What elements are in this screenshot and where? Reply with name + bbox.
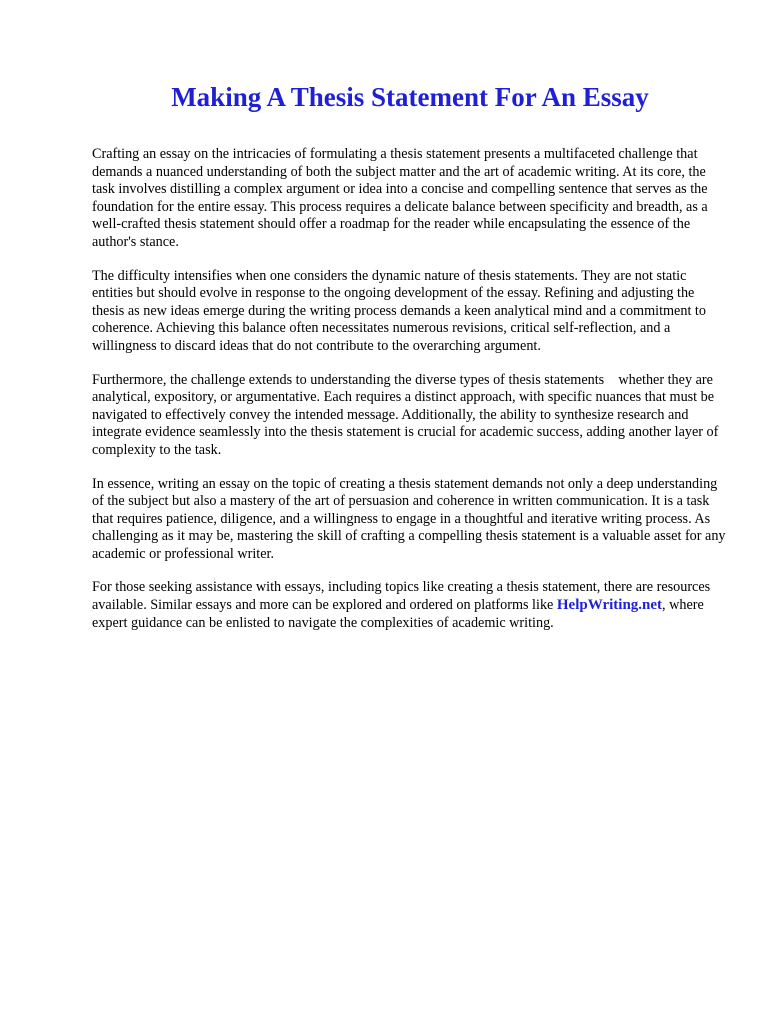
paragraph-1: Crafting an essay on the intricacies of formulating a thesis statement presents a multifaceted challenge that demands a nuanced understanding of both the subject matter and the art of academic writing. At its core, the task involves distilling a complex argument or idea into a concise and compelling sentence that serves as the foundation for the entire essay. This process requires a delicate balance between specificity and breadth, as a well-crafted thesis statement should offer a roadmap for the reader while encapsulating the essence of the author's stance. [92, 146, 708, 250]
paragraph-5 [92, 579, 730, 632]
paragraph-3: Furthermore, the challenge extends to understanding the diverse types of thesis statements whether they are analytical, expository, or argumentative. Each requires a distinct approach, with specific nuances that must be navigated to effectively convey the intended message. Additionally, the ability to synthesize research and integrate evidence seamlessly into the thesis statement is crucial for academic success, adding another layer of complexity to the task. [92, 371, 719, 458]
paragraph-2: The difficulty intensifies when one considers the dynamic nature of thesis statements. They are not static entities but should evolve in response to the ongoing development of the essay. Refining and adjusting the thesis as new ideas emerge during the writing process demands a keen analytical mind and a commitment to coherence. Achieving this balance often necessitates numerous revisions, critical self-reflection, and a willingness to discard ideas that do not contribute to the overarching argument. [92, 267, 706, 354]
paragraph-4: In essence, writing an essay on the topic of creating a thesis statement demands not only a deep understanding of the subject but also a mastery of the art of persuasion and coherence in written communication. It is a task that requires patience, diligence, and a willingness to engage in a thoughtful and iterative writing process. As challenging as it may be, mastering the skill of crafting a compelling thesis statement is a valuable asset for any academic or professional writer. [92, 475, 726, 562]
paragraph-5-lead-text: For those seeking assistance with essays, including topics like creating a thesis statement, there are resources available. Similar essays and more can be explored and ordered on platforms like [92, 579, 711, 614]
paragraph-5-trail-text: , where expert guidance can be enlisted to navigate the complexities of academic writing. [92, 597, 704, 631]
helpwriting-link[interactable]: HelpWriting.net [556, 597, 663, 614]
document-body [92, 146, 730, 648]
page-title: Making A Thesis Statement For An Essay [171, 82, 649, 112]
